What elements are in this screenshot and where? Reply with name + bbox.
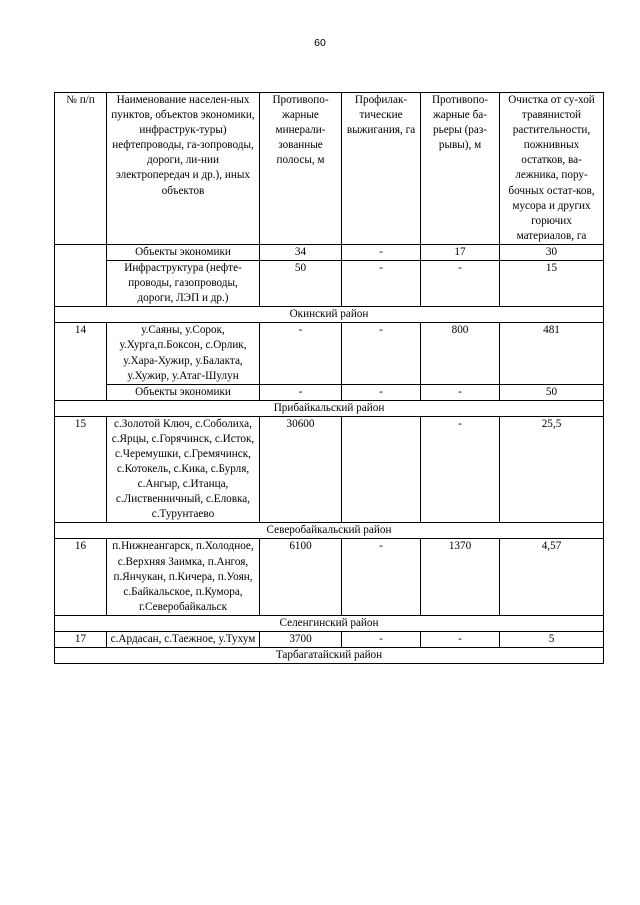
row-name: Инфраструктура (нефте-проводы, газопроводы, дороги, ЛЭП и др.) <box>107 261 260 307</box>
row-barriers: 800 <box>421 323 500 384</box>
section-title: Северобайкальский район <box>55 523 604 539</box>
row-burning: - <box>342 384 421 400</box>
table-row <box>55 539 604 615</box>
header-num: № п/п <box>55 93 107 245</box>
section-row <box>55 615 604 631</box>
row-barriers: - <box>421 261 500 307</box>
row-num: 17 <box>55 631 107 647</box>
row-mineralized: 30600 <box>260 416 342 523</box>
header-burning: Профилак-тические выжигания, га <box>342 93 421 245</box>
section-title: Тарбагатайский район <box>55 648 604 664</box>
table-row <box>55 244 604 260</box>
row-barriers: 17 <box>421 244 500 260</box>
row-cleaning: 4,57 <box>500 539 604 615</box>
page-number: 60 <box>314 37 326 49</box>
row-cleaning: 50 <box>500 384 604 400</box>
section-row <box>55 648 604 664</box>
row-cleaning: 30 <box>500 244 604 260</box>
row-name: п.Нижнеангарск, п.Холодное, с.Верхняя Заимка, п.Ангоя, п.Янчукан, п.Кичера, п.Уоян, с.Байкальское, п.Кумора, г.Северобайкальск <box>107 539 260 615</box>
section-title: Окинский район <box>55 307 604 323</box>
row-name: с.Ардасан, с.Таежное, у.Тухум <box>107 631 260 647</box>
row-name: Объекты экономики <box>107 384 260 400</box>
row-mineralized: 3700 <box>260 631 342 647</box>
table-row <box>55 261 604 307</box>
section-title: Селенгинский район <box>55 615 604 631</box>
row-mineralized: - <box>260 384 342 400</box>
row-name: с.Золотой Ключ, с.Соболиха, с.Ярцы, с.Горячинск, с.Исток, с.Черемушки, с.Гремячинск, с.Котокель, с.Кика, с.Бурля, с.Ангыр, с.Итанца, с.Лиственничный, с.Еловка, с.Турунтаево <box>107 416 260 523</box>
header-mineralized: Противопо-жарные минерали-зованные полосы, м <box>260 93 342 245</box>
row-barriers: - <box>421 416 500 523</box>
table-row <box>55 384 604 400</box>
table-row <box>55 631 604 647</box>
section-row <box>55 307 604 323</box>
table-row <box>55 416 604 523</box>
row-name: у.Саяны, у.Сорок, у.Хурга,п.Боксон, с.Орлик, у.Хара-Хужир, у.Балакта, у.Хужир, у.Атаг-Шулун <box>107 323 260 384</box>
row-name: Объекты экономики <box>107 244 260 260</box>
row-barriers: 1370 <box>421 539 500 615</box>
section-title: Прибайкальский район <box>55 400 604 416</box>
row-num: 16 <box>55 539 107 615</box>
row-burning: - <box>342 631 421 647</box>
row-mineralized: 50 <box>260 261 342 307</box>
row-burning: - <box>342 323 421 384</box>
header-row <box>55 93 604 245</box>
row-burning: - <box>342 261 421 307</box>
row-num <box>55 244 107 306</box>
row-num: 14 <box>55 323 107 400</box>
row-burning: - <box>342 539 421 615</box>
header-barriers: Противопо-жарные ба-рьеры (раз-рывы), м <box>421 93 500 245</box>
row-barriers: - <box>421 631 500 647</box>
section-row <box>55 400 604 416</box>
row-mineralized: 6100 <box>260 539 342 615</box>
row-burning <box>342 416 421 523</box>
table-row <box>55 323 604 384</box>
row-cleaning: 481 <box>500 323 604 384</box>
row-mineralized: - <box>260 323 342 384</box>
header-cleaning: Очистка от су-хой травянистой растительности, пожнивных остатков, ва-лежника, пору-бочных остат-ков, мусора и других горючих материалов, га <box>500 93 604 245</box>
section-row <box>55 523 604 539</box>
header-name: Наименование населен-ных пунктов, объектов экономики, инфраструк-туры) нефтепроводы, га-зопроводы, дороги, ли-нии электропередач и др.), иных объектов <box>107 93 260 245</box>
row-cleaning: 25,5 <box>500 416 604 523</box>
row-cleaning: 5 <box>500 631 604 647</box>
row-num: 15 <box>55 416 107 523</box>
row-mineralized: 34 <box>260 244 342 260</box>
row-cleaning: 15 <box>500 261 604 307</box>
fire-prevention-table <box>54 92 604 664</box>
row-burning: - <box>342 244 421 260</box>
row-barriers: - <box>421 384 500 400</box>
